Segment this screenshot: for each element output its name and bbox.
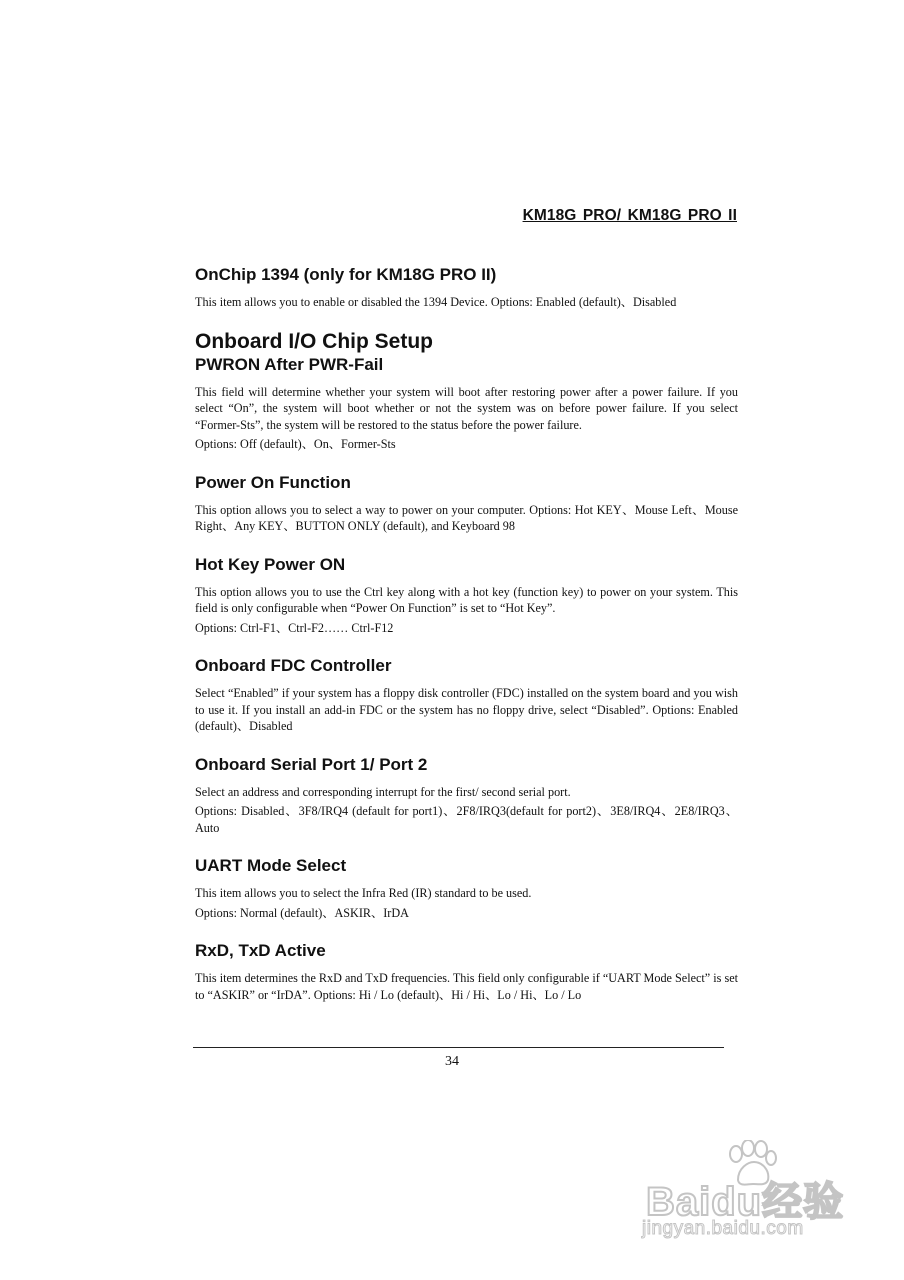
section-title: RxD, TxD Active bbox=[195, 941, 326, 960]
section-title: UART Mode Select bbox=[195, 856, 347, 875]
watermark-brand: Baidu经验 bbox=[646, 1180, 845, 1224]
section-paragraph: This option allows you to use the Ctrl key along with a hot key (function key) to power on your system. This field is only configurable when “Power On Function” is set to “Hot Key”. bbox=[195, 584, 738, 615]
section-paragraph: Options: Off (default)、On、Former-Sts bbox=[195, 437, 396, 451]
baidu-watermark bbox=[640, 1140, 870, 1250]
section-hot-key-power-on bbox=[195, 554, 738, 637]
section-title: Onboard FDC Controller bbox=[195, 656, 392, 675]
section-paragraph: This field will determine whether your system will boot after restoring power after a power failure. If you select “On”, the system will boot whether or not the system was on before power failure. If you select “Former-Sts”, the system will be restored to the status before the power failure. bbox=[195, 384, 738, 432]
section-power-on-function bbox=[195, 472, 738, 535]
section-paragraph: Options: Disabled、3F8/IRQ4 (default for port1)、2F8/IRQ3(default for port2)、3E8/IRQ4、2E8/IRQ3、Auto bbox=[195, 804, 738, 835]
section-rxd-txd-active bbox=[195, 940, 738, 1003]
section-paragraph: Select an address and corresponding interrupt for the first/ second serial port. bbox=[195, 784, 571, 799]
section-onboard-fdc-controller bbox=[195, 655, 738, 735]
section-pwron-after-pwr-fail bbox=[195, 354, 738, 453]
section-paragraph: Select “Enabled” if your system has a floppy disk controller (FDC) installed on the system board and you wish to use it. If you install an add-in FDC or the system has no floppy drive, select “Disabled”. Options: Enabled (default)、Disabled bbox=[195, 686, 738, 733]
section-body: This item allows you to enable or disabled the 1394 Device. Options: Enabled (default)、Disabled bbox=[195, 295, 677, 309]
section-paragraph: This option allows you to select a way to power on your computer. Options: Hot KEY、Mouse Left、Mouse Right、Any KEY、BUTTON ONLY (default), and Keyboard 98 bbox=[195, 502, 738, 533]
section-paragraph: Options: Ctrl-F1、Ctrl-F2…… Ctrl-F12 bbox=[195, 620, 394, 635]
section-paragraph: This item determines the RxD and TxD frequencies. This field only configurable if “UART Mode Select” is set to “ASKIR” or “IrDA”. Options: Hi / Lo (default)、Hi / Hi、Lo / Hi、Lo / Lo bbox=[195, 971, 738, 1002]
section-title: Power On Function bbox=[195, 472, 351, 492]
section-title: Hot Key Power ON bbox=[195, 554, 346, 574]
section-onchip-1394 bbox=[195, 264, 738, 311]
section-uart-mode-select bbox=[195, 855, 738, 921]
footer-divider bbox=[193, 1047, 724, 1048]
section-title: Onboard Serial Port 1/ Port 2 bbox=[195, 754, 428, 774]
page-content bbox=[195, 264, 738, 1022]
page-header-model: KM18G PRO/ KM18G PRO II bbox=[522, 207, 737, 224]
page-number: 34 bbox=[445, 1054, 459, 1069]
watermark-url: jingyan.baidu.com bbox=[642, 1218, 804, 1239]
chapter-title: Onboard I/O Chip Setup bbox=[195, 329, 433, 353]
section-onboard-serial-port bbox=[195, 754, 738, 837]
chapter-onboard-io bbox=[195, 330, 738, 354]
section-paragraph: This item allows you to select the Infra Red (IR) standard to be used. bbox=[195, 886, 532, 900]
section-title: OnChip 1394 (only for KM18G PRO II) bbox=[195, 265, 497, 284]
section-title: PWRON After PWR-Fail bbox=[195, 354, 384, 374]
section-paragraph: Options: Normal (default)、ASKIR、IrDA bbox=[195, 905, 409, 920]
